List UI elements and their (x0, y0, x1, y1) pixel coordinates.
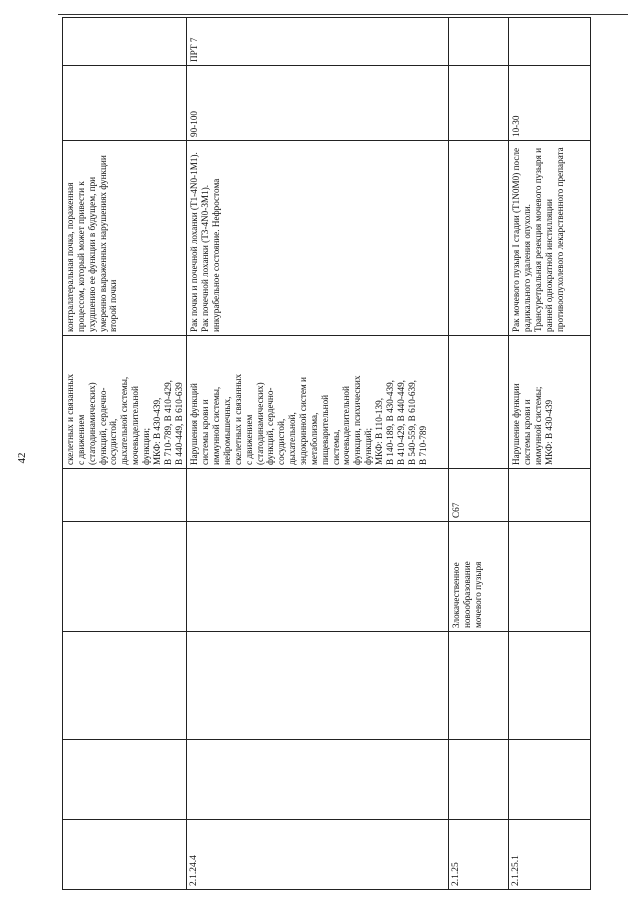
row-icd-cell (63, 469, 187, 522)
row-code-cell: 2.1.24.4 (187, 820, 449, 890)
row-prt-cell (63, 18, 187, 66)
row-prt-cell (449, 18, 509, 66)
row-impairments-cell: Нарушения функций системы крови и иммунной системы, нейромышечных, скелетных и связанных с движением (статодинамических) функций, сердечно- сосудистой, дыхательной, эндокринной систем и метаболизма, пищеварительной системы, мочевыделительной функции, психических функций; МКФ: В 110-139, В 140-189, В 430-439, В 410-429, В 440-449, В 540-559, В 610-639, В 710-789 (187, 336, 449, 469)
row-impairments-cell: Нарушение функции системы крови и иммунной системы; МКФ: В 430-439 (509, 336, 591, 469)
row-name-cell: Злокачественное новообразование мочевого пузыря (449, 522, 509, 632)
row-characteristics-cell (449, 141, 509, 336)
row-code-cell: 2.1.25.1 (509, 820, 591, 890)
table-row (187, 18, 449, 890)
row-impairments-cell (449, 336, 509, 469)
row-percent-cell: 90-100 (187, 66, 449, 141)
page-top-rule (58, 14, 628, 15)
table-row (449, 18, 509, 890)
row-percent-cell (449, 66, 509, 141)
page-number: 42 (16, 452, 28, 464)
row-impairments-cell: скелетных и связанных с движением (статодинамических) функций, сердечно- сосудистой, дыхательной системы, мочевыделительной функции; МКФ: В 430-439, В 710-789, В 410-429, В 440-449, В 610-639 (63, 336, 187, 469)
row-name-cell (509, 522, 591, 632)
row-code-cell: 2.1.25 (449, 820, 509, 890)
row-name-cell (187, 522, 449, 632)
row-percent-cell: 10-30 (509, 66, 591, 141)
row-name-cell (63, 522, 187, 632)
blank-cell (509, 632, 591, 740)
row-icd-cell (509, 469, 591, 522)
row-icd-cell: С67 (449, 469, 509, 522)
row-icd-cell (187, 469, 449, 522)
rotated-sheet (62, 18, 622, 890)
row-characteristics-cell: Рак почки и почечной лоханки (T1-4N0-1M1). Рак почечной лоханки (T3-4N0-3M1). инкурабельное состояние. Нефростома (187, 141, 449, 336)
blank-cell (449, 740, 509, 820)
blank-cell (187, 740, 449, 820)
blank-cell (449, 632, 509, 740)
row-characteristics-cell: Рак мочевого пузыря I стадии (T1N0M0) после радикального удаления опухоли. Трансуретральная резекция мочевого пузыря и ранней однократной инстилляции противоопухолевого лекарственного препарата (509, 141, 591, 336)
row-prt-cell: ПРТ 7 (187, 18, 449, 66)
blank-cell (187, 632, 449, 740)
blank-cell (63, 632, 187, 740)
disability-criteria-table (62, 17, 591, 890)
row-code-cell (63, 820, 187, 890)
row-prt-cell (509, 18, 591, 66)
blank-cell (63, 740, 187, 820)
row-characteristics-cell: контралатеральная почка, пораженная процессом, который может привести к ухудшению ее функции в будущем, при умеренно выраженных нарушениях функции второй почки (63, 141, 187, 336)
table-row (63, 18, 187, 890)
table-row (509, 18, 591, 890)
row-percent-cell (63, 66, 187, 141)
blank-cell (509, 740, 591, 820)
